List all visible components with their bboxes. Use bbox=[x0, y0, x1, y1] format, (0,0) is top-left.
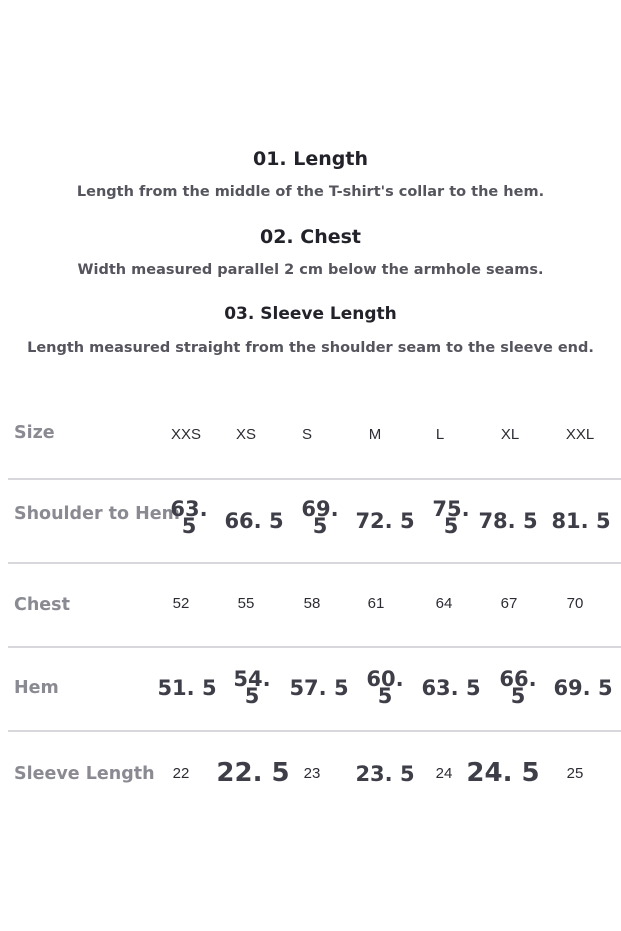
table-cell: 23 bbox=[303, 765, 321, 782]
size-header-s: S bbox=[301, 426, 312, 443]
table-cell: 22 bbox=[172, 765, 190, 782]
row-divider bbox=[8, 730, 621, 732]
table-cell: 22. 5 bbox=[216, 758, 290, 788]
table-cell: 25 bbox=[566, 765, 584, 782]
row-divider bbox=[8, 646, 621, 648]
row-divider bbox=[8, 478, 621, 480]
table-cell: 24 bbox=[435, 765, 453, 782]
table-cell: 66.5 bbox=[499, 667, 537, 708]
table-cell: 69. 5 bbox=[553, 676, 613, 700]
section-description-length: Length from the middle of the T-shirt's collar to the hem. bbox=[76, 184, 545, 200]
size-header-xs: XS bbox=[235, 426, 256, 443]
size-header-xl: XL bbox=[500, 426, 520, 443]
table-cell: 60.5 bbox=[366, 667, 404, 708]
row-divider bbox=[8, 562, 621, 564]
table-cell: 69.5 bbox=[301, 497, 339, 538]
row-label: Shoulder to Hem bbox=[14, 504, 180, 524]
table-cell: 70 bbox=[566, 595, 584, 612]
table-cell: 54.5 bbox=[233, 667, 271, 708]
table-cell: 64 bbox=[435, 595, 453, 612]
table-header-label: Size bbox=[14, 423, 55, 443]
row-label: Sleeve Length bbox=[14, 764, 155, 784]
table-cell: 24. 5 bbox=[466, 758, 540, 788]
section-title-chest: 02. Chest bbox=[259, 226, 362, 248]
table-cell: 81. 5 bbox=[551, 509, 611, 533]
section-title-length: 01. Length bbox=[252, 148, 368, 170]
table-cell: 63. 5 bbox=[421, 676, 481, 700]
table-cell: 78. 5 bbox=[478, 509, 538, 533]
section-title-sleeve-length: 03. Sleeve Length bbox=[224, 304, 397, 324]
table-cell: 75.5 bbox=[432, 497, 470, 538]
row-label: Chest bbox=[14, 595, 70, 615]
size-header-xxl: XXL bbox=[565, 426, 595, 443]
table-cell: 61 bbox=[367, 595, 385, 612]
table-cell: 58 bbox=[303, 595, 321, 612]
section-description-chest: Width measured parallel 2 cm below the armhole seams. bbox=[77, 262, 544, 278]
table-cell: 67 bbox=[500, 595, 518, 612]
table-cell: 23. 5 bbox=[355, 762, 415, 786]
table-cell: 63.5 bbox=[170, 497, 208, 538]
section-description-sleeve-length: Length measured straight from the shoulder seam to the sleeve end. bbox=[27, 340, 594, 356]
size-header-l: L bbox=[435, 426, 445, 443]
table-cell: 57. 5 bbox=[289, 676, 349, 700]
table-cell: 51. 5 bbox=[157, 676, 217, 700]
table-cell: 55 bbox=[237, 595, 255, 612]
size-header-xxs: XXS bbox=[170, 426, 201, 443]
table-cell: 52 bbox=[172, 595, 190, 612]
row-label: Hem bbox=[14, 678, 59, 698]
size-header-m: M bbox=[368, 426, 382, 443]
table-cell: 72. 5 bbox=[355, 509, 415, 533]
table-cell: 66. 5 bbox=[224, 509, 284, 533]
